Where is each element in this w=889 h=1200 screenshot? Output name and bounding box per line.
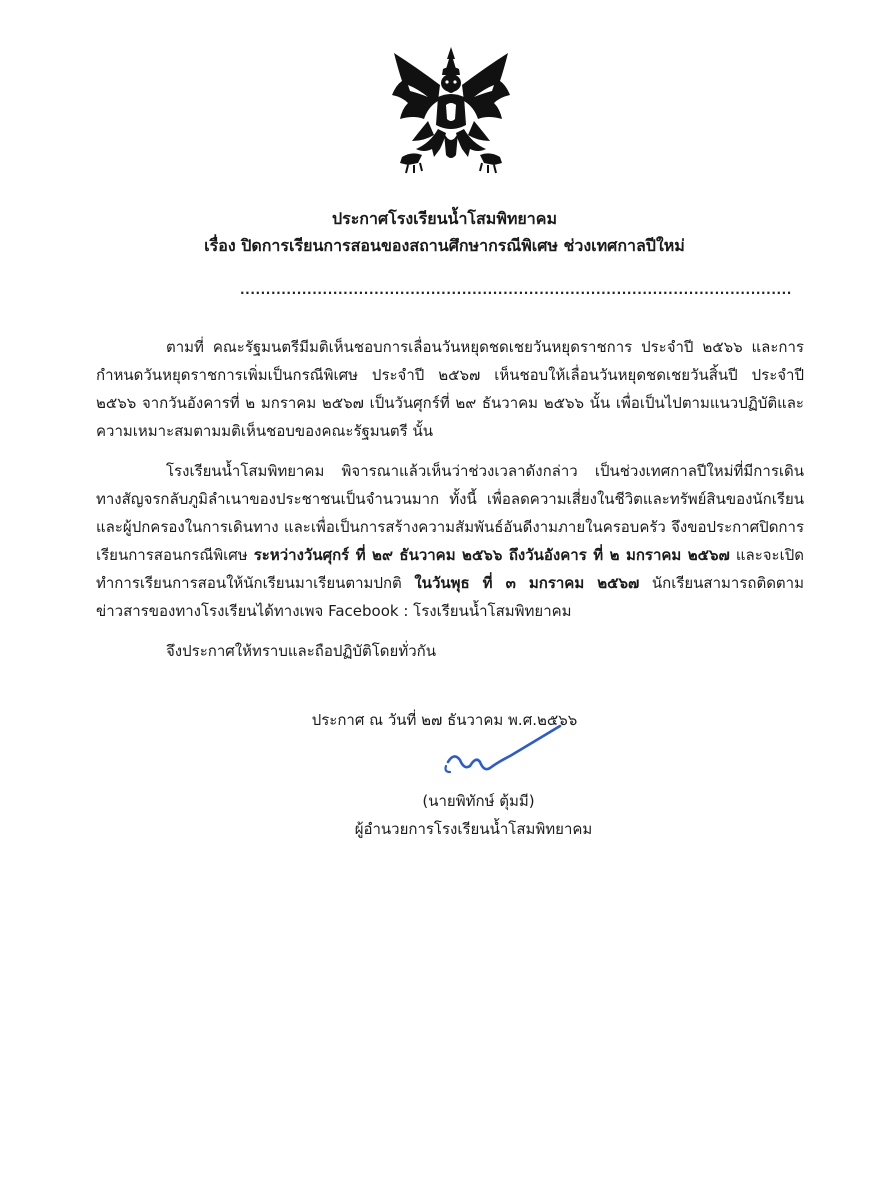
- paragraph-1: ตามที่ คณะรัฐมนตรีมีมติเห็นชอบการเลื่อนวันหยุดชดเชยวันหยุดราชการ ประจำปี ๒๕๖๖ และการกำหนดวันหยุดราชการเพิ่มเป็นกรณีพิเศษ ประจำปี ๒๕๖๗ เห็นชอบให้เลื่อนวันหยุดชดเชยวันสิ้นปี ประจำปี ๒๕๖๖ จากวันอังคารที่ ๒ มกราคม ๒๕๖๗ เป็นวันศุกร์ที่ ๒๙ ธันวาคม ๒๕๖๖ นั้น เพื่อเป็นไปตามแนวปฏิบัติและความเหมาะสมตามมติเห็นชอบของคณะรัฐมนตรี นั้น: [96, 338, 804, 440]
- garuda-emblem-icon: [388, 45, 514, 175]
- reopen-date: ในวันพุธ ที่ ๓ มกราคม ๒๕๖๗: [414, 574, 640, 592]
- dotted-divider: ...........................................................................................................: [240, 283, 792, 297]
- announcement-date: ประกาศ ณ วันที่ ๒๗ ธันวาคม พ.ศ.๒๕๖๖: [311, 711, 578, 729]
- paragraph-2: [96, 457, 804, 625]
- announcement-body: [96, 333, 804, 665]
- signer-position: ผู้อำนวยการโรงเรียนน้ำโสมพิทยาคม: [354, 820, 593, 838]
- announcement-subject: เรื่อง ปิดการเรียนการสอนของสถานศึกษากรณีพิเศษ ช่วงเทศกาลปีใหม่: [204, 236, 685, 255]
- paragraph-2-text-1: โรงเรียนน้ำโสมพิทยาคม พิจารณาแล้วเห็นว่าช่วงเวลาดังกล่าว เป็นช่วงเทศกาลปีใหม่ที่มีการเดินทางสัญจรกลับภูมิลำเนาของประชาชนเป็นจำนวนมาก ทั้งนี้ เพื่อลดความเสี่ยงในชีวิตและทรัพย์สินของนักเรียนและผู้ปกครองในการเดินทาง และเพื่อเป็นการสร้างความสัมพันธ์อันดีงามภายในครอบครัว จึงขอประกาศปิดการเรียนการสอนกรณีพิเศษ: [96, 462, 804, 564]
- signer-name: (นายพิทักษ์ ตุ้มมี): [422, 792, 535, 810]
- closing-statement: จึงประกาศให้ทราบและถือปฏิบัติโดยทั่วกัน: [166, 642, 436, 660]
- paragraph-2-text-2: และจะเปิดทำการเรียนการสอนให้นักเรียนมาเรียนตามปกติ: [96, 546, 804, 592]
- closure-period: ระหว่างวันศุกร์ ที่ ๒๙ ธันวาคม ๒๕๖๖ ถึงวันอังคาร ที่ ๒ มกราคม ๒๕๖๗: [253, 546, 730, 564]
- handwritten-signature: [440, 722, 580, 792]
- announcement-title: ประกาศโรงเรียนน้ำโสมพิทยาคม: [331, 209, 558, 228]
- title-block: [0, 205, 889, 259]
- paragraph-2-text-3: นักเรียนสามารถติดตามข่าวสารของทางโรงเรียนได้ทางเพจ Facebook : โรงเรียนน้ำโสมพิทยาคม: [96, 574, 804, 620]
